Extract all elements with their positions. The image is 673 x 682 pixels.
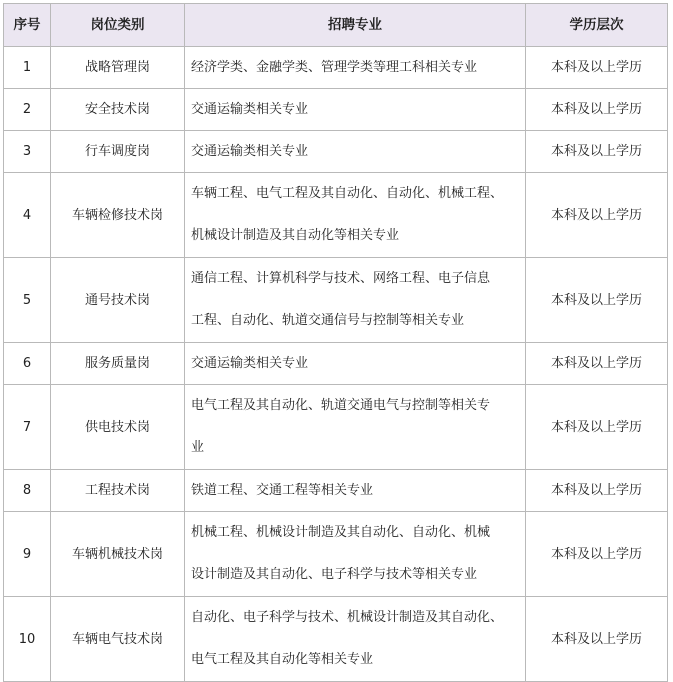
major-line: 车辆工程、电气工程及其自动化、自动化、机械工程、: [191, 186, 504, 201]
cell-major: [185, 47, 526, 89]
cell-major: [185, 597, 526, 682]
recruitment-table: [3, 3, 668, 682]
cell-position: 行车调度岗: [51, 131, 185, 173]
major-line: 交通运输类相关专业: [191, 356, 309, 371]
cell-no: 5: [4, 258, 51, 343]
cell-education: 本科及以上学历: [526, 512, 668, 597]
cell-position: 服务质量岗: [51, 343, 185, 385]
cell-position: 供电技术岗: [51, 385, 185, 470]
major-line: 电气工程及其自动化、轨道交通电气与控制等相关专: [191, 398, 491, 413]
cell-position: 车辆检修技术岗: [51, 173, 185, 258]
cell-no: 2: [4, 89, 51, 131]
cell-no: 7: [4, 385, 51, 470]
header-major: 招聘专业: [185, 4, 526, 47]
cell-education: 本科及以上学历: [526, 89, 668, 131]
cell-no: 9: [4, 512, 51, 597]
cell-education: 本科及以上学历: [526, 173, 668, 258]
cell-education: 本科及以上学历: [526, 597, 668, 682]
major-line: 设计制造及其自动化、电子科学与技术等相关专业: [191, 567, 478, 582]
table-row: [4, 258, 668, 343]
cell-no: 6: [4, 343, 51, 385]
table-row: [4, 173, 668, 258]
major-line: 经济学类、金融学类、管理学类等理工科相关专业: [191, 60, 478, 75]
header-position: 岗位类别: [51, 4, 185, 47]
cell-no: 10: [4, 597, 51, 682]
table-row: [4, 470, 668, 512]
table-row: [4, 385, 668, 470]
cell-position: 工程技术岗: [51, 470, 185, 512]
cell-major: [185, 470, 526, 512]
cell-education: 本科及以上学历: [526, 258, 668, 343]
table-row: [4, 89, 668, 131]
cell-major: [185, 258, 526, 343]
major-line: 业: [191, 440, 205, 455]
header-education: 学历层次: [526, 4, 668, 47]
table-row: [4, 597, 668, 682]
table-row: [4, 512, 668, 597]
table-row: [4, 131, 668, 173]
cell-position: 安全技术岗: [51, 89, 185, 131]
cell-no: 4: [4, 173, 51, 258]
major-line: 机械设计制造及其自动化等相关专业: [191, 228, 400, 243]
cell-no: 3: [4, 131, 51, 173]
major-line: 交通运输类相关专业: [191, 102, 309, 117]
cell-education: 本科及以上学历: [526, 47, 668, 89]
cell-major: [185, 173, 526, 258]
cell-no: 8: [4, 470, 51, 512]
table-header: [4, 4, 668, 47]
cell-major: [185, 385, 526, 470]
cell-major: [185, 89, 526, 131]
major-line: 自动化、电子科学与技术、机械设计制造及其自动化、: [191, 610, 504, 625]
table-body: [4, 47, 668, 682]
cell-position: 战略管理岗: [51, 47, 185, 89]
cell-position: 通号技术岗: [51, 258, 185, 343]
header-row: [4, 4, 668, 47]
major-line: 工程、自动化、轨道交通信号与控制等相关专业: [191, 313, 465, 328]
major-line: 铁道工程、交通工程等相关专业: [191, 483, 374, 498]
cell-education: 本科及以上学历: [526, 131, 668, 173]
cell-position: 车辆电气技术岗: [51, 597, 185, 682]
major-line: 通信工程、计算机科学与技术、网络工程、电子信息: [191, 271, 491, 286]
cell-major: [185, 343, 526, 385]
table-row: [4, 47, 668, 89]
cell-education: 本科及以上学历: [526, 470, 668, 512]
cell-education: 本科及以上学历: [526, 343, 668, 385]
major-line: 交通运输类相关专业: [191, 144, 309, 159]
cell-major: [185, 131, 526, 173]
cell-position: 车辆机械技术岗: [51, 512, 185, 597]
cell-major: [185, 512, 526, 597]
header-no: 序号: [4, 4, 51, 47]
cell-education: 本科及以上学历: [526, 385, 668, 470]
table-row: [4, 343, 668, 385]
major-line: 电气工程及其自动化等相关专业: [191, 652, 374, 667]
major-line: 机械工程、机械设计制造及其自动化、自动化、机械: [191, 525, 491, 540]
cell-no: 1: [4, 47, 51, 89]
